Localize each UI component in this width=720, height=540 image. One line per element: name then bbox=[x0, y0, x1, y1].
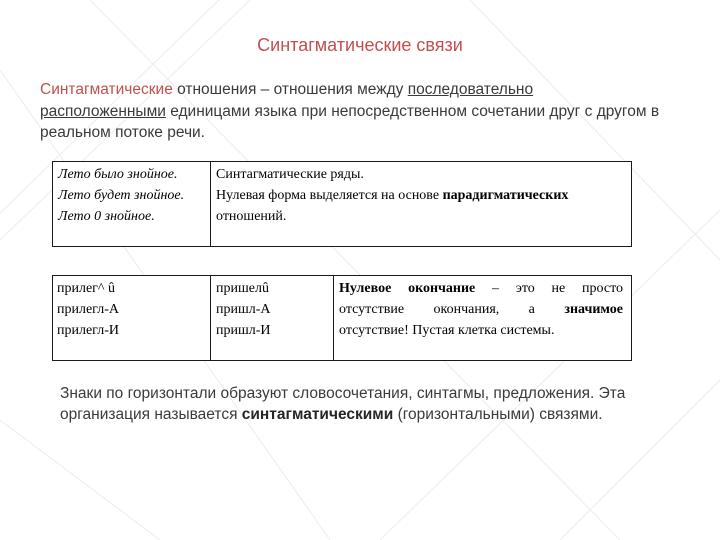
table1-left-cell bbox=[58, 164, 208, 227]
example-table-2 bbox=[52, 275, 632, 361]
table2-col3-line: отсутствие! Пустая клетка системы. bbox=[339, 323, 555, 338]
table2-col3-text: отсутствие окончания, а bbox=[339, 302, 565, 317]
table2-col2 bbox=[216, 278, 326, 341]
table1-right-line: Синтагматические ряды. bbox=[216, 167, 364, 182]
table1-right-line bbox=[216, 185, 626, 206]
closing-text-1: Знаки по горизонтали образуют словосочетания, синтагмы, предложения. Эта организация называется bbox=[60, 385, 626, 423]
table2-col3-line bbox=[339, 299, 623, 320]
table2-col1-line: прилег^ û bbox=[57, 281, 115, 296]
intro-accent-term: Синтагматические bbox=[40, 81, 173, 98]
table2-divider-1 bbox=[210, 276, 211, 360]
table1-example-line: Лето будет знойное. bbox=[58, 188, 185, 203]
intro-text-2: единицами языка при непосредственном сочетании друг с другом в реальном потоке речи. bbox=[40, 102, 660, 141]
table1-example-line: Лето 0 знойное. bbox=[58, 209, 155, 224]
table2-col3-bold: значимое bbox=[564, 302, 623, 317]
intro-underlined-1: последовательно bbox=[407, 81, 534, 98]
closing-paragraph bbox=[60, 383, 660, 425]
table2-col1-line: прилегл-И bbox=[57, 323, 119, 338]
table1-right-cell bbox=[216, 164, 626, 227]
table1-right-line: отношений. bbox=[216, 209, 287, 224]
example-table-1 bbox=[52, 161, 632, 247]
intro-paragraph bbox=[40, 79, 660, 144]
table2-col2-line: пришл-А bbox=[216, 302, 271, 317]
table2-col3-line bbox=[339, 278, 623, 299]
table1-right-bold: парадигматических bbox=[442, 188, 569, 203]
table2-col3-text: – это не просто bbox=[475, 281, 624, 296]
closing-text-2: (горизонтальными) связями. bbox=[393, 406, 603, 423]
table2-col1-line: прилегл-А bbox=[57, 302, 119, 317]
table2-col1 bbox=[57, 278, 202, 341]
table1-divider bbox=[210, 162, 211, 246]
table2-col2-line: пришл-И bbox=[216, 323, 271, 338]
intro-text-1: отношения – отношения между bbox=[172, 81, 408, 98]
table2-divider-2 bbox=[333, 276, 334, 360]
page-title: Синтагматические связи bbox=[257, 35, 463, 55]
table2-col3-bold: Нулевое окончание bbox=[339, 281, 476, 296]
table2-col2-line: пришелû bbox=[216, 281, 269, 296]
table2-col3 bbox=[339, 278, 623, 341]
table1-right-text: Нулевая форма выделяется на основе bbox=[216, 188, 443, 203]
table1-example-line: Лето было знойное. bbox=[58, 167, 178, 182]
intro-underlined-2: расположенными bbox=[40, 102, 166, 120]
closing-bold-term: синтагматическими bbox=[241, 406, 394, 423]
